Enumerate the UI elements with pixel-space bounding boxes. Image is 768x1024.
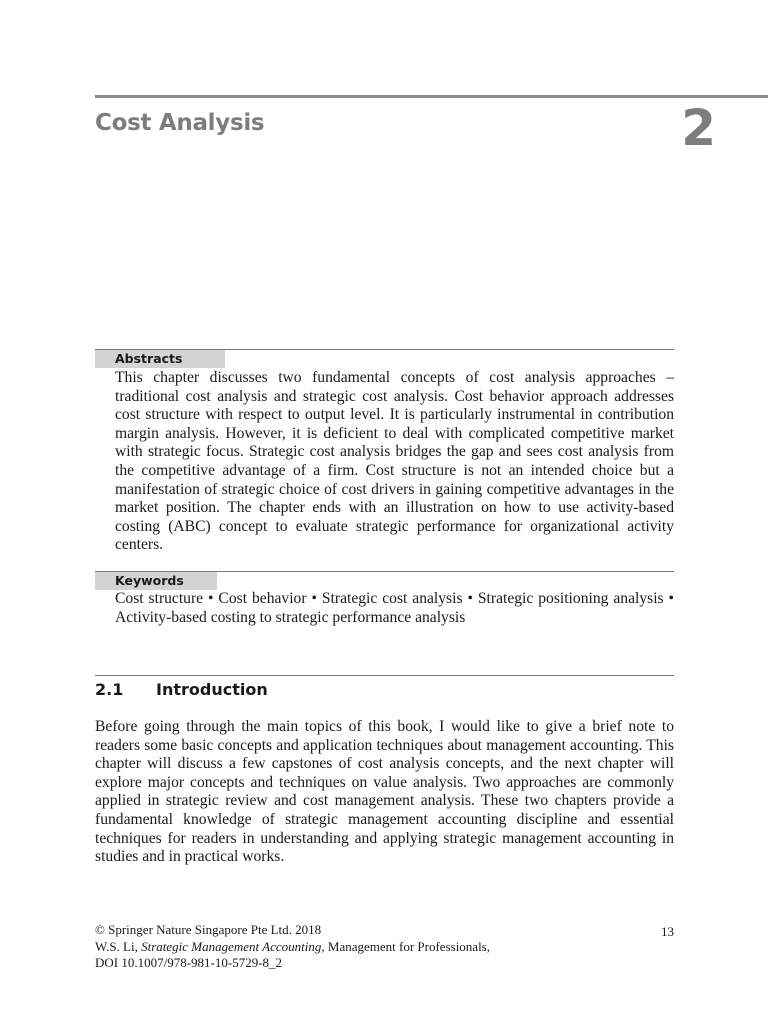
doi-line: DOI 10.1007/978-981-10-5729-8_2 bbox=[95, 955, 283, 970]
citation-line bbox=[95, 939, 674, 956]
copyright-line: © Springer Nature Singapore Pte Ltd. 2018 bbox=[95, 922, 322, 937]
introduction-text: Before going through the main topics of this book, I would like to give a brief note to readers some basic concepts and application techniques about management accounting. This chapter will discuss a few capstones of cost analysis concepts, and the next chapter will explore major concepts and techniques on value analysis. Two approaches are commonly applied in strategic review and cost management analysis. These two chapters provide a fundamental knowledge of strategic management accounting discipline and essential techniques for readers in understanding and applying strategic management accounting in studies and in practical works. bbox=[95, 718, 674, 866]
chapter-number: 2 bbox=[681, 99, 716, 157]
section-heading bbox=[95, 680, 268, 699]
abstract-text: This chapter discusses two fundamental concepts of cost analysis approaches – traditional cost analysis and strategic cost analysis. Cost behavior approach addresses cost structure with respect to output level. It is particularly instrumental in contribution margin analysis. However, it is deficient to deal with complicated competitive market with strategic focus. Strategic cost analysis bridges the gap and sees cost analysis from the competitive advantage of a firm. Cost structure is not an intended choice but a manifestation of strategic choice of cost drivers in gaining competitive advantages in the market position. The chapter ends with an illustration on how to use activity-based costing (ABC) concept to evaluate strategic performance for organizational activity centers. bbox=[115, 369, 674, 554]
section-number: 2.1 bbox=[95, 680, 124, 699]
chapter-title: Cost Analysis bbox=[95, 110, 265, 136]
page-footer bbox=[95, 922, 674, 972]
chapter-top-rule bbox=[95, 95, 768, 98]
section-title: Introduction bbox=[156, 680, 268, 699]
keywords-text: Cost structure • Cost behavior • Strategic cost analysis • Strategic positioning analysis • Activity-based costing to strategic performance analysis bbox=[115, 590, 674, 626]
abstract-label: Abstracts bbox=[95, 350, 225, 368]
author-name: W.S. Li, bbox=[95, 938, 138, 954]
keywords-label: Keywords bbox=[95, 572, 217, 590]
book-title: Strategic Management Accounting bbox=[141, 938, 322, 954]
page-number: 13 bbox=[661, 924, 674, 939]
series-name: , Management for Professionals, bbox=[321, 938, 490, 954]
section-rule bbox=[95, 675, 674, 676]
